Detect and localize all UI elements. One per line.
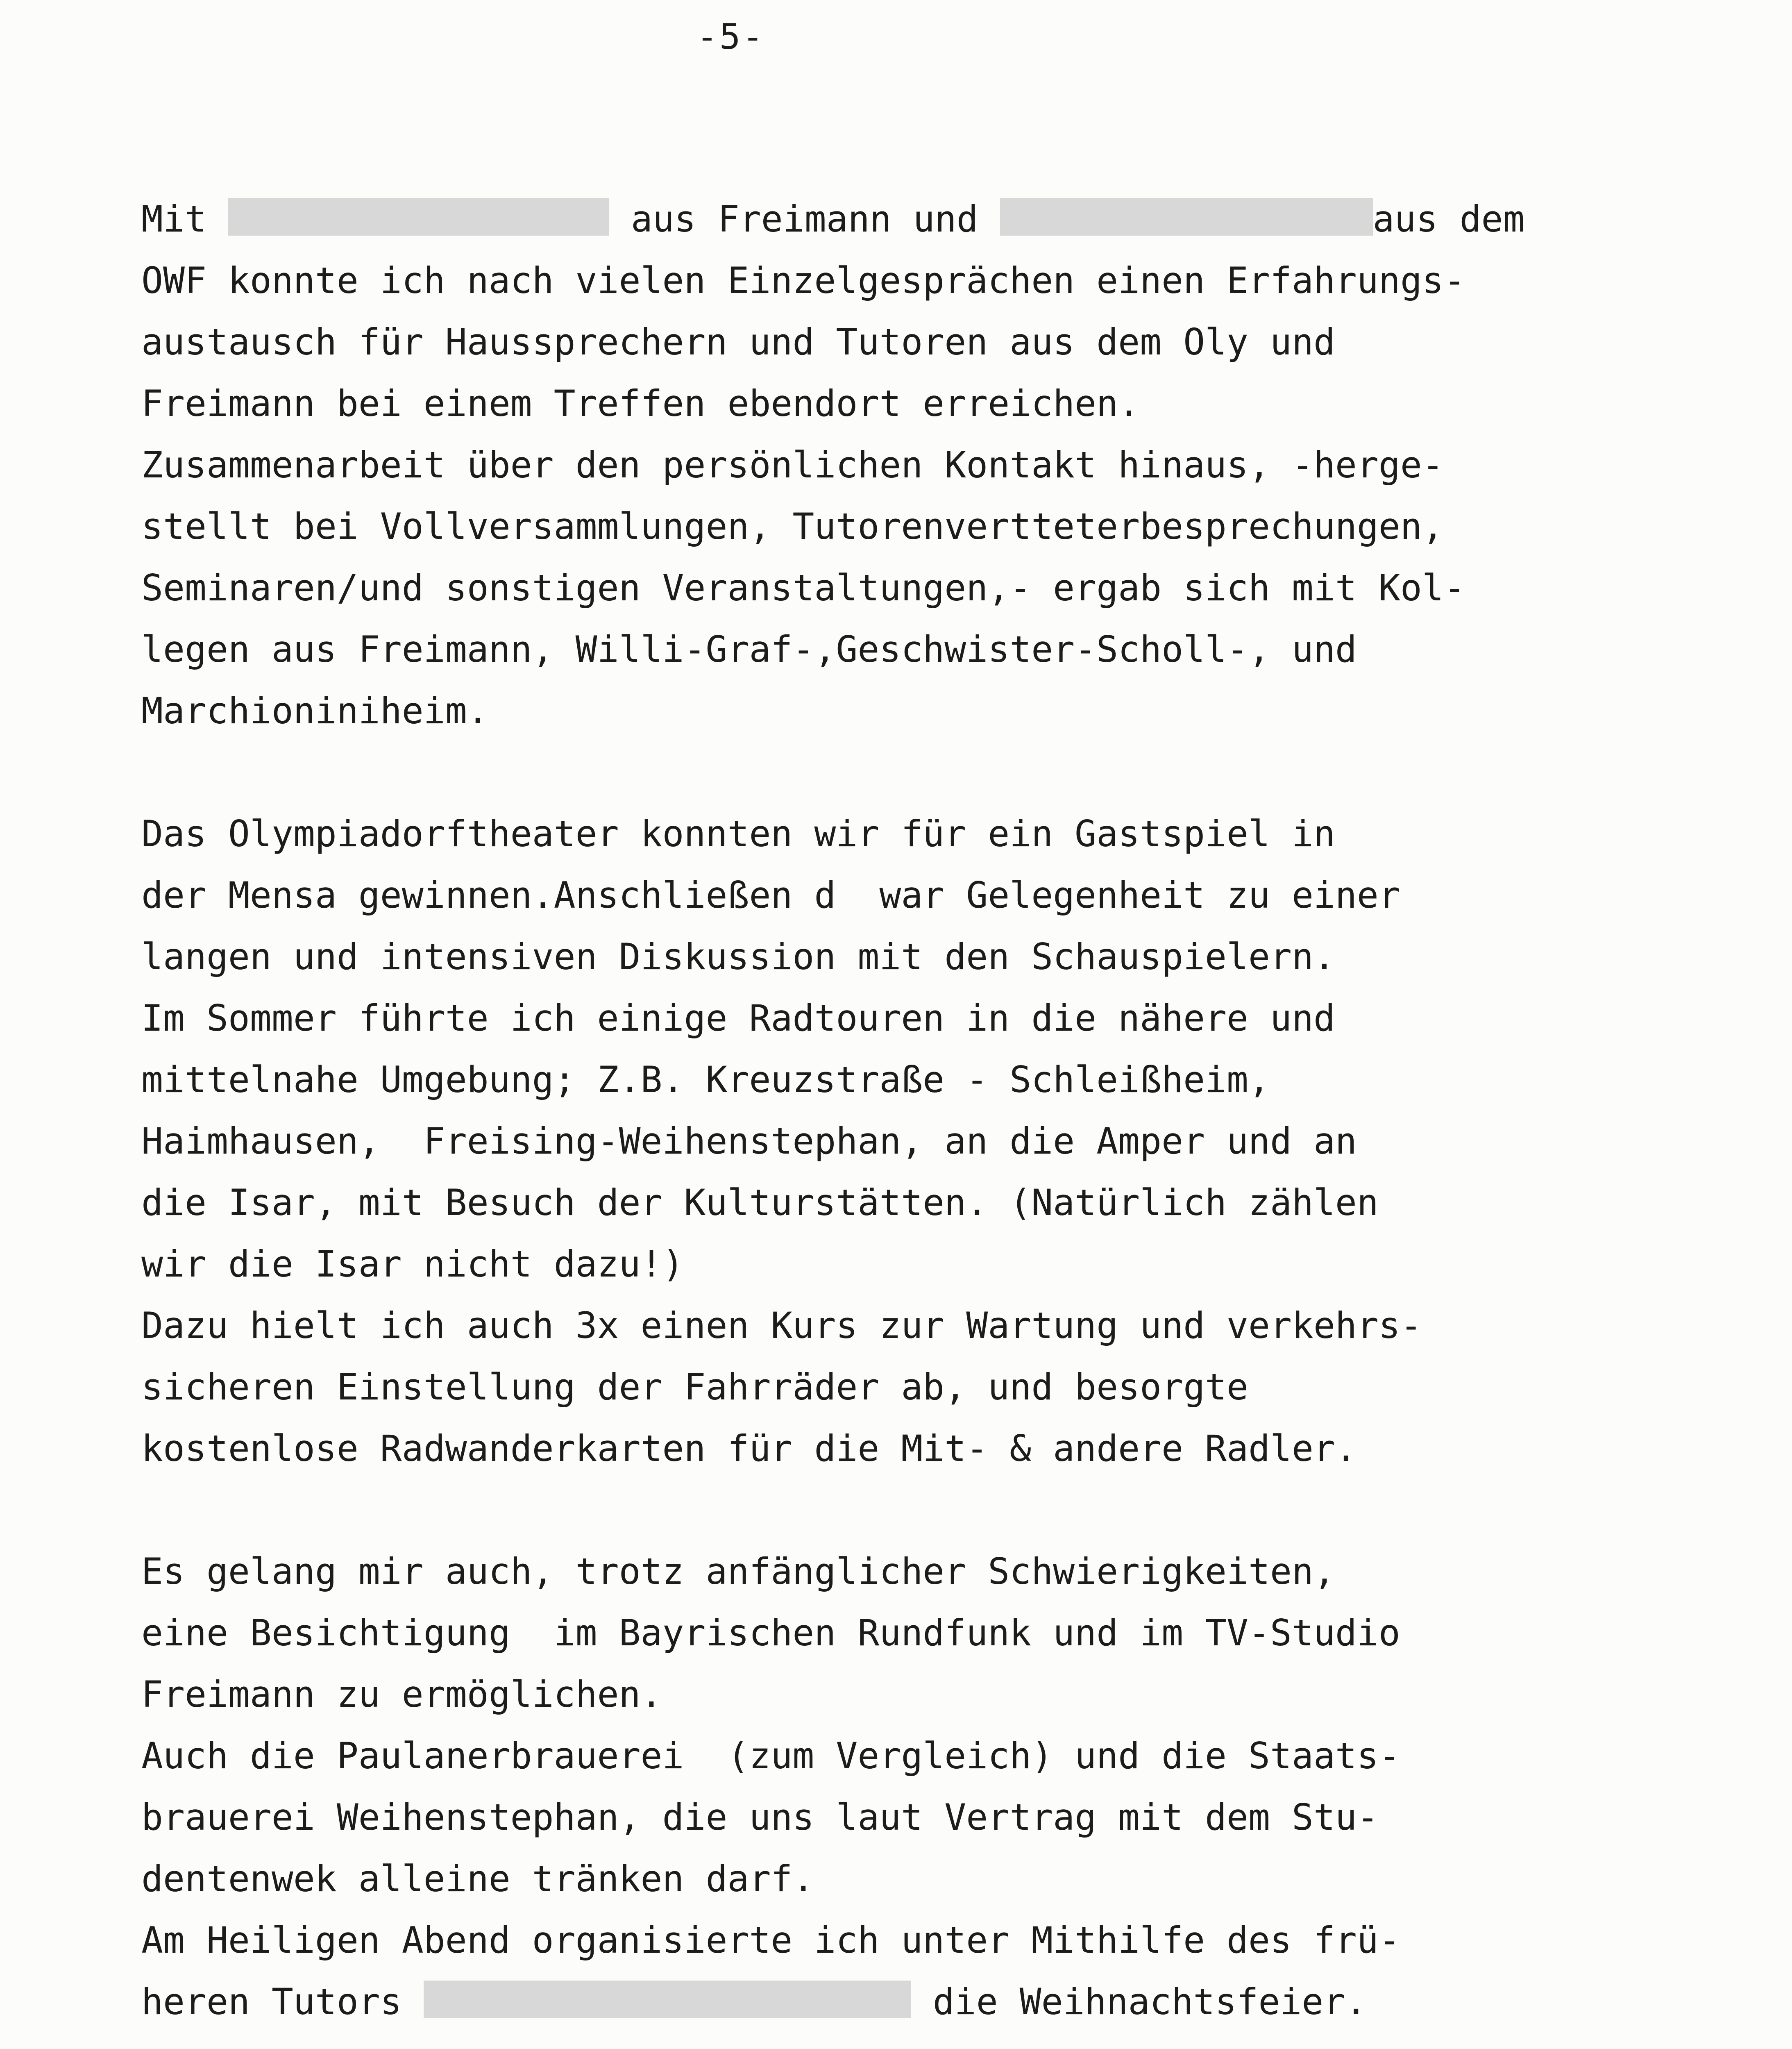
text-line [141, 250, 1690, 311]
text-line [141, 1049, 1690, 1111]
text-segment: der Mensa gewinnen.Anschließen d war Gelegenheit zu einer [141, 874, 1400, 916]
page-number: -5- [696, 16, 765, 57]
redaction-bar [424, 1981, 911, 2018]
text-line [141, 1541, 1690, 1602]
text-line [141, 1848, 1690, 1910]
text-segment: Marchioniniheim. [141, 690, 489, 732]
text-segment: Seminaren/und sonstigen Veranstaltungen,- ergab sich mit Kol- [141, 567, 1465, 609]
text-line [141, 1910, 1690, 1971]
text-segment: die Isar, mit Besuch der Kulturstätten. (Natürlich zählen [141, 1181, 1379, 1224]
text-segment: langen und intensiven Diskussion mit den Schauspielern. [141, 936, 1335, 978]
text-line [141, 1971, 1690, 2033]
text-line [141, 1602, 1690, 1664]
redaction-bar [1000, 198, 1373, 236]
text-line [141, 1787, 1690, 1848]
text-segment: aus dem [1372, 198, 1525, 240]
text-line [141, 1111, 1690, 1172]
paragraph-gap [141, 2033, 1690, 2049]
text-line [141, 1725, 1690, 1787]
text-segment: kostenlose Radwanderkarten für die Mit- & andere Radler. [141, 1427, 1357, 1470]
text-segment: wir die Isar nicht dazu!) [141, 1243, 684, 1285]
text-segment: Das Olympiadorftheater konnten wir für ein Gastspiel in [141, 813, 1335, 855]
text-segment: Auch die Paulanerbrauerei (zum Vergleich) und die Staats- [141, 1735, 1400, 1777]
paragraph [141, 1541, 1690, 2033]
paragraph [141, 189, 1690, 742]
text-line [141, 1172, 1690, 1233]
text-segment: aus Freimann und [609, 198, 1000, 240]
text-segment: heren Tutors [141, 1981, 424, 2023]
text-segment: Mit [141, 198, 228, 240]
text-line [141, 1356, 1690, 1418]
text-line [141, 803, 1690, 865]
text-line [141, 496, 1690, 557]
text-segment: Am Heiligen Abend organisierte ich unter Mithilfe des frü- [141, 1919, 1400, 1961]
document-body [141, 189, 1690, 2049]
text-line [141, 680, 1690, 742]
text-line [141, 926, 1690, 988]
paragraph [141, 803, 1690, 1479]
text-line [141, 311, 1690, 373]
text-line [141, 619, 1690, 680]
text-segment: Im Sommer führte ich einige Radtouren in die nähere und [141, 997, 1335, 1039]
text-segment: sicheren Einstellung der Fahrräder ab, und besorgte [141, 1366, 1249, 1408]
text-segment: legen aus Freimann, Willi-Graf-,Geschwister-Scholl-, und [141, 628, 1357, 670]
text-line [141, 373, 1690, 434]
text-line [141, 189, 1690, 250]
text-segment: Es gelang mir auch, trotz anfänglicher Schwierigkeiten, [141, 1550, 1335, 1592]
text-segment: Zusammenarbeit über den persönlichen Kontakt hinaus, -herge- [141, 444, 1444, 486]
text-line [141, 1233, 1690, 1295]
text-segment: brauerei Weihenstephan, die uns laut Vertrag mit dem Stu- [141, 1796, 1379, 1838]
text-line [141, 988, 1690, 1049]
paragraph-gap [141, 742, 1690, 803]
text-segment: OWF konnte ich nach vielen Einzelgesprächen einen Erfahrungs- [141, 259, 1465, 302]
text-line [141, 865, 1690, 926]
text-segment: Dazu hielt ich auch 3x einen Kurs zur Wartung und verkehrs- [141, 1304, 1422, 1347]
text-segment: Haimhausen, Freising-Weihenstephan, an die Amper und an [141, 1120, 1357, 1162]
redaction-bar [228, 198, 609, 236]
text-segment: Freimann bei einem Treffen ebendort erreichen. [141, 382, 1140, 425]
text-line [141, 557, 1690, 619]
text-segment: austausch für Haussprechern und Tutoren aus dem Oly und [141, 321, 1335, 363]
text-segment: die Weihnachtsfeier. [911, 1981, 1367, 2023]
text-line [141, 434, 1690, 496]
text-line [141, 1418, 1690, 1479]
text-segment: Freimann zu ermöglichen. [141, 1673, 662, 1715]
text-segment: eine Besichtigung im Bayrischen Rundfunk und im TV-Studio [141, 1612, 1400, 1654]
text-segment: stellt bei Vollversammlungen, Tutorenvertteterbesprechungen, [141, 505, 1444, 547]
text-line [141, 1664, 1690, 1725]
paragraph-gap [141, 1479, 1690, 1541]
text-line [141, 1295, 1690, 1356]
text-segment: mittelnahe Umgebung; Z.B. Kreuzstraße - Schleißheim, [141, 1059, 1270, 1101]
text-segment: dentenwek alleine tränken darf. [141, 1858, 814, 1900]
